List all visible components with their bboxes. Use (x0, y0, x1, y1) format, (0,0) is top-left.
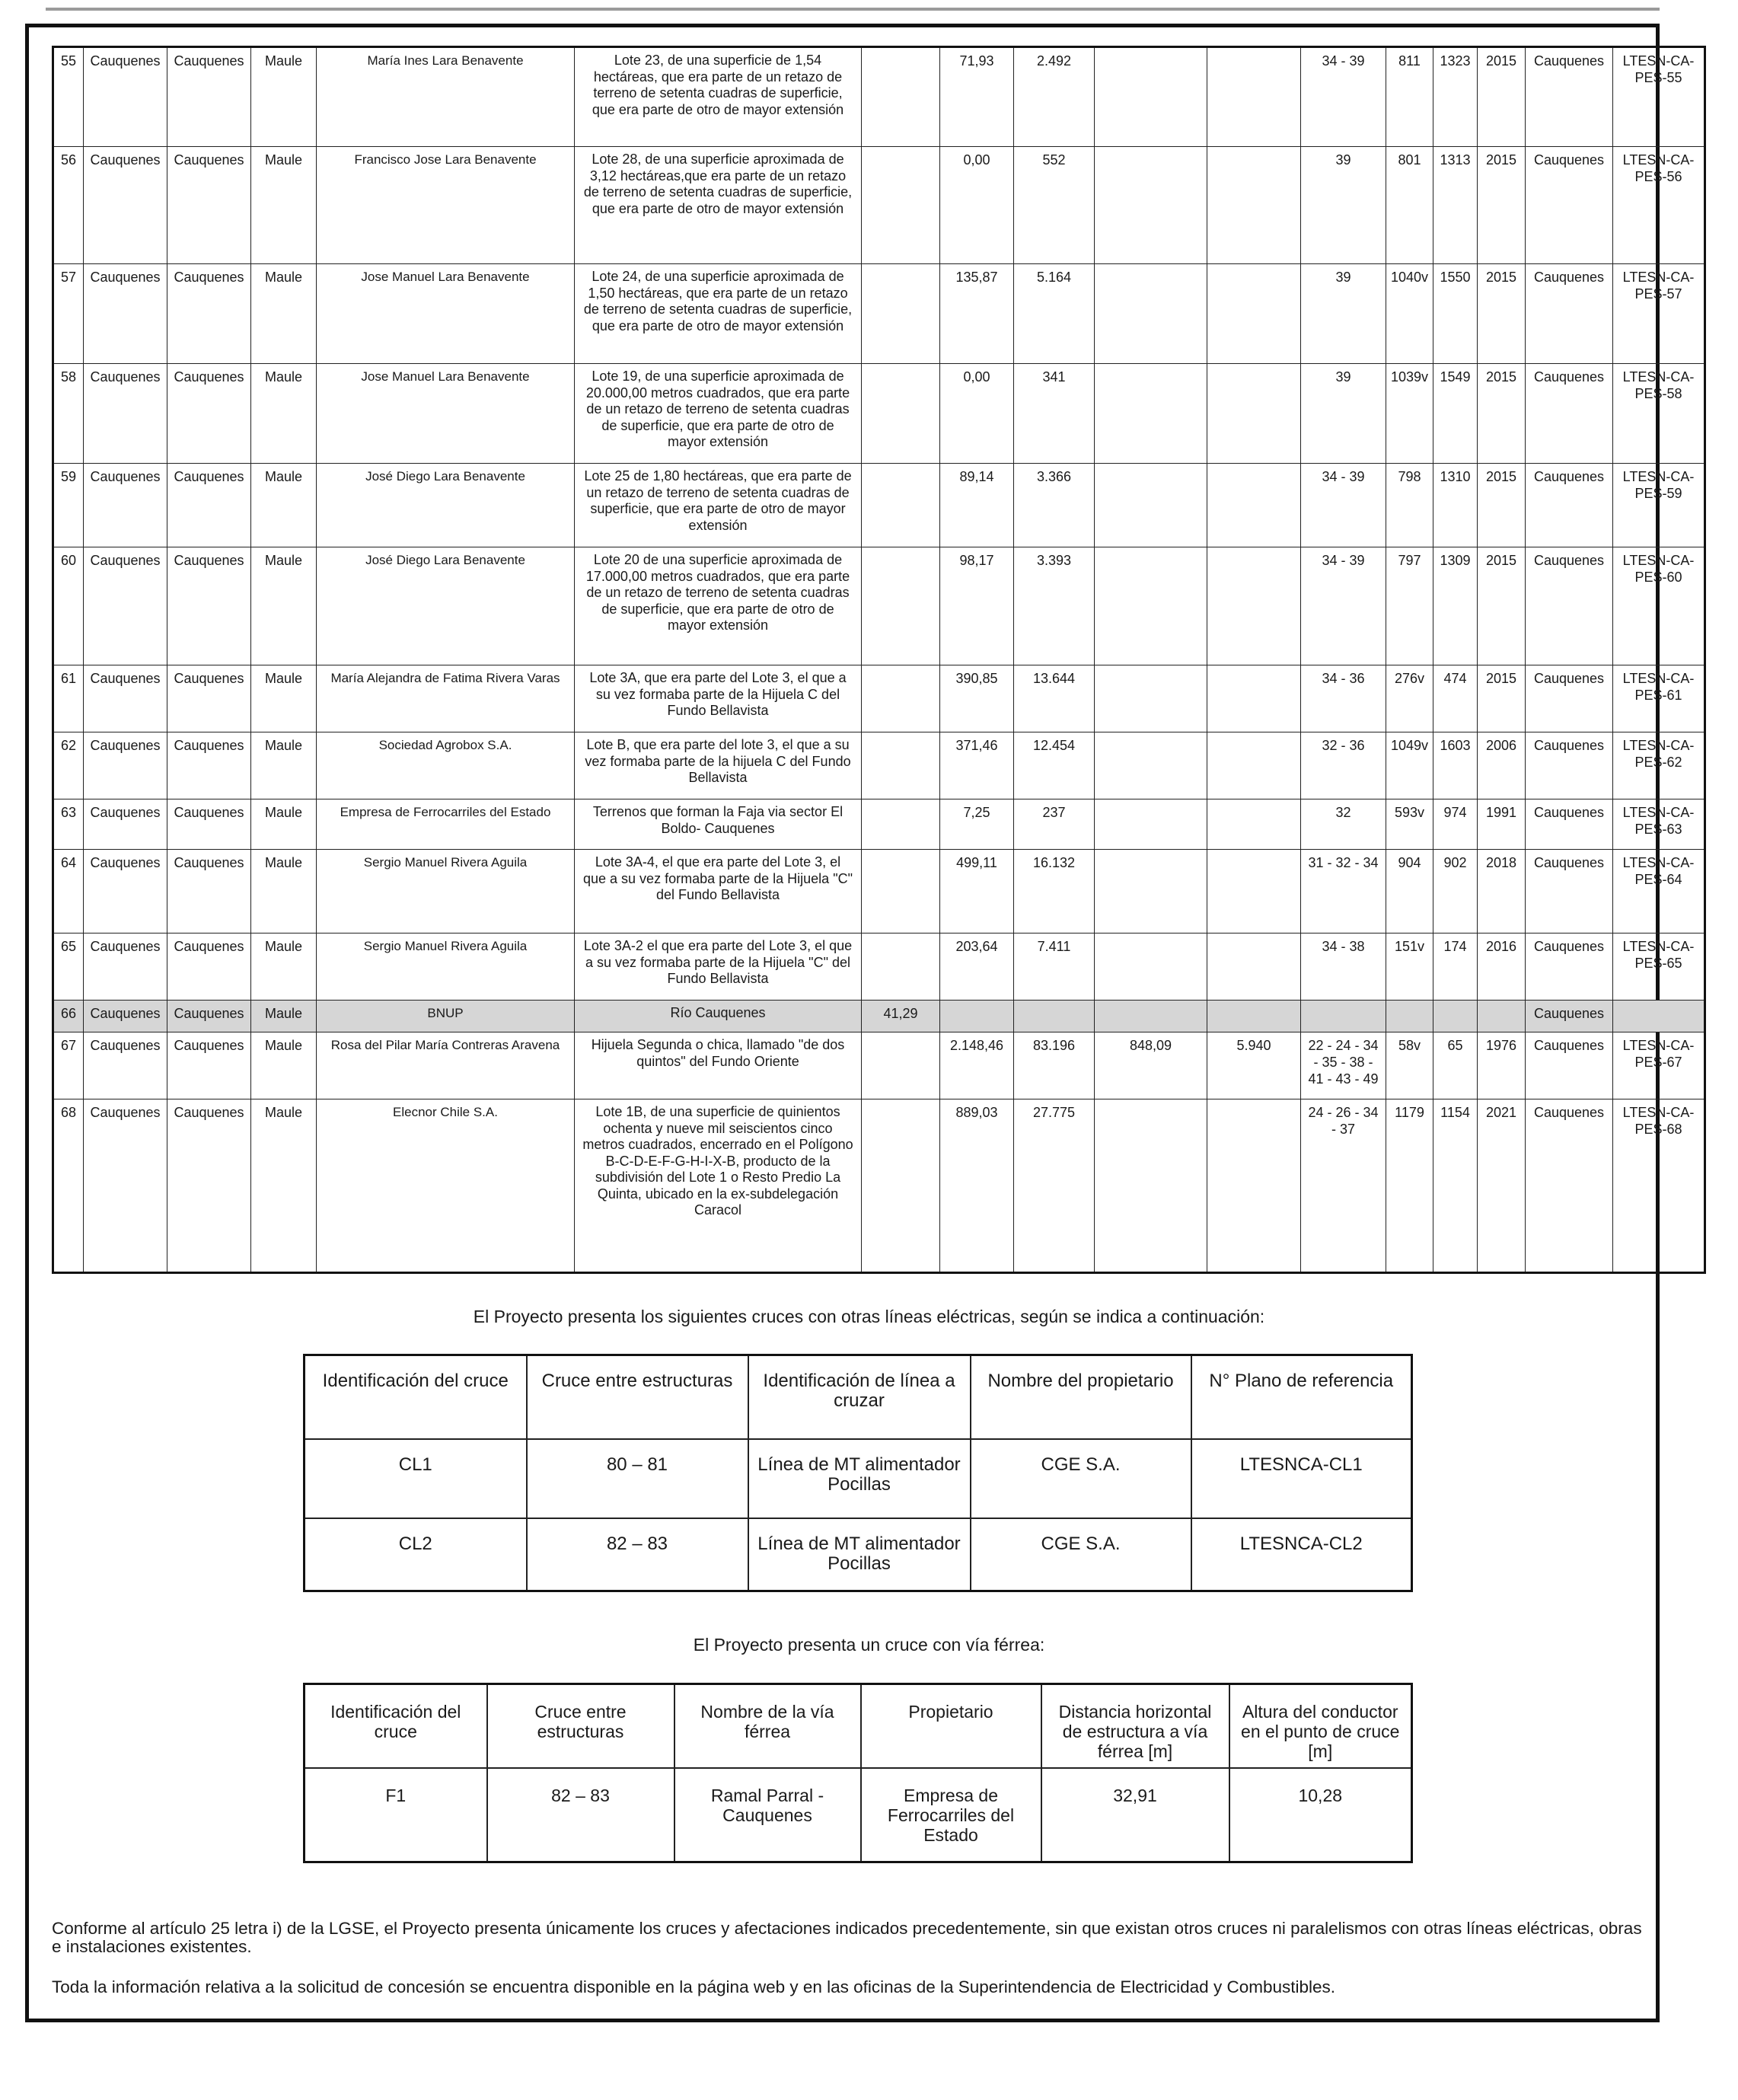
column-header: Cruce entre estructuras (487, 1684, 674, 1768)
length-cell: 371,46 (940, 732, 1014, 799)
plan-cell: LTESN-CA-PES-57 (1613, 264, 1705, 364)
comuna-cell: Cauquenes (84, 147, 167, 264)
table-row (53, 799, 1705, 850)
table-cell: LTESNCA-CL1 (1191, 1439, 1412, 1518)
year-cell: 2015 (1478, 364, 1526, 464)
row-number: 59 (53, 464, 84, 547)
crossings-caption: El Proyecto presenta los siguientes cruces con otras líneas eléctricas, según se indica a continuación: (473, 1307, 1265, 1326)
comuna-cell: Cauquenes (84, 464, 167, 547)
top-rule (46, 0, 1660, 11)
table-row (53, 464, 1705, 547)
fojas-cell: 811 (1386, 47, 1433, 147)
plan-cell: LTESN-CA-PES-68 (1613, 1099, 1705, 1273)
provincia-cell: Cauquenes (167, 464, 251, 547)
year-cell: 2021 (1478, 1099, 1526, 1273)
fojas-cell: 1040v (1386, 264, 1433, 364)
owner-cell: José Diego Lara Benavente (317, 464, 575, 547)
length-cell: 390,85 (940, 665, 1014, 732)
area-cell: 237 (1014, 799, 1095, 850)
table-row (53, 47, 1705, 147)
length-2-cell (1095, 934, 1207, 1001)
area-2-cell: 5.940 (1207, 1032, 1301, 1099)
river-length-cell (862, 732, 940, 799)
fojas-cell: 801 (1386, 147, 1433, 264)
row-number: 55 (53, 47, 84, 147)
area-cell: 341 (1014, 364, 1095, 464)
table-row (305, 1439, 1412, 1518)
description-cell: Lote 28, de una superficie aproximada de 3,12 hectáreas,que era parte de un retazo de terreno de setenta cuadras de superficie, que era parte de otro de mayor extensión (575, 147, 862, 264)
number-cell: 1154 (1433, 1099, 1478, 1273)
length-2-cell (1095, 1099, 1207, 1273)
area-cell: 552 (1014, 147, 1095, 264)
year-cell: 2015 (1478, 547, 1526, 665)
region-cell: Maule (251, 464, 317, 547)
column-header: Cruce entre estructuras (527, 1355, 748, 1439)
provincia-cell: Cauquenes (167, 799, 251, 850)
area-cell: 3.393 (1014, 547, 1095, 665)
registry-cell: Cauquenes (1526, 1099, 1613, 1273)
area-cell: 3.366 (1014, 464, 1095, 547)
fojas-cell: 1049v (1386, 732, 1433, 799)
provincia-cell: Cauquenes (167, 47, 251, 147)
fojas-cell: 904 (1386, 850, 1433, 934)
year-cell: 2015 (1478, 47, 1526, 147)
year-cell: 2016 (1478, 934, 1526, 1001)
length-2-cell (1095, 464, 1207, 547)
region-cell: Maule (251, 47, 317, 147)
row-number: 61 (53, 665, 84, 732)
table-cell: Ramal Parral - Cauquenes (674, 1768, 861, 1862)
owner-cell: Sergio Manuel Rivera Aguila (317, 850, 575, 934)
plan-cell: LTESN-CA-PES-55 (1613, 47, 1705, 147)
column-header: Propietario (861, 1684, 1041, 1768)
comuna-cell: Cauquenes (84, 364, 167, 464)
comuna-cell: Cauquenes (84, 934, 167, 1001)
length-2-cell (1095, 732, 1207, 799)
owner-cell: Empresa de Ferrocarriles del Estado (317, 799, 575, 850)
comuna-cell: Cauquenes (84, 732, 167, 799)
vertices-cell: 31 - 32 - 34 (1301, 850, 1386, 934)
table-row (53, 147, 1705, 264)
row-number: 63 (53, 799, 84, 850)
plan-cell: LTESN-CA-PES-59 (1613, 464, 1705, 547)
column-header: N° Plano de referencia (1191, 1355, 1412, 1439)
provincia-cell: Cauquenes (167, 732, 251, 799)
length-2-cell (1095, 850, 1207, 934)
comuna-cell: Cauquenes (84, 1001, 167, 1032)
table-row (305, 1518, 1412, 1591)
table-row (53, 665, 1705, 732)
region-cell: Maule (251, 1032, 317, 1099)
row-number: 68 (53, 1099, 84, 1273)
area-cell: 27.775 (1014, 1099, 1095, 1273)
column-header: Identificación del cruce (305, 1355, 527, 1439)
river-length-cell (862, 264, 940, 364)
column-header: Nombre de la vía férrea (674, 1684, 861, 1768)
length-cell: 135,87 (940, 264, 1014, 364)
owner-cell: María Alejandra de Fatima Rivera Varas (317, 665, 575, 732)
table-cell: F1 (305, 1768, 487, 1862)
area-2-cell (1207, 364, 1301, 464)
provincia-cell: Cauquenes (167, 665, 251, 732)
vertices-cell: 32 (1301, 799, 1386, 850)
area-2-cell (1207, 1001, 1301, 1032)
length-2-cell (1095, 47, 1207, 147)
area-2-cell (1207, 732, 1301, 799)
year-cell: 2015 (1478, 665, 1526, 732)
plan-cell: LTESN-CA-PES-60 (1613, 547, 1705, 665)
river-length-cell (862, 547, 940, 665)
comuna-cell: Cauquenes (84, 1099, 167, 1273)
plan-cell: LTESN-CA-PES-63 (1613, 799, 1705, 850)
vertices-cell: 32 - 36 (1301, 732, 1386, 799)
footer-paragraph-1: Conforme al artículo 25 letra i) de la LGSE, el Proyecto presenta únicamente los cruces y afectaciones indicados precedentemente, sin que existan otros cruces ni paralelismos con otras líneas eléctricas, obras e instalaciones existentes. (52, 1919, 1642, 1956)
river-length-cell (862, 1099, 940, 1273)
table-cell: Empresa de Ferrocarriles del Estado (861, 1768, 1041, 1862)
provincia-cell: Cauquenes (167, 264, 251, 364)
provincia-cell: Cauquenes (167, 850, 251, 934)
registry-cell: Cauquenes (1526, 799, 1613, 850)
region-cell: Maule (251, 1001, 317, 1032)
owner-cell: Rosa del Pilar María Contreras Aravena (317, 1032, 575, 1099)
region-cell: Maule (251, 665, 317, 732)
vertices-cell: 34 - 39 (1301, 464, 1386, 547)
number-cell: 65 (1433, 1032, 1478, 1099)
table-cell: LTESNCA-CL2 (1191, 1518, 1412, 1591)
row-number: 67 (53, 1032, 84, 1099)
river-length-cell (862, 799, 940, 850)
vertices-cell: 34 - 39 (1301, 47, 1386, 147)
table-cell: CL1 (305, 1439, 527, 1518)
description-cell: Lote 3A-4, el que era parte del Lote 3, el que a su vez formaba parte de la Hijuela "C" del Fundo Bellavista (575, 850, 862, 934)
plan-cell: LTESN-CA-PES-56 (1613, 147, 1705, 264)
power-line-crossings-table (303, 1354, 1413, 1592)
vertices-cell: 39 (1301, 264, 1386, 364)
registry-cell: Cauquenes (1526, 147, 1613, 264)
table-cell: Línea de MT alimentador Pocillas (748, 1518, 971, 1591)
number-cell (1433, 1001, 1478, 1032)
length-cell: 2.148,46 (940, 1032, 1014, 1099)
length-2-cell (1095, 364, 1207, 464)
table-cell: Línea de MT alimentador Pocillas (748, 1439, 971, 1518)
registry-cell: Cauquenes (1526, 264, 1613, 364)
table-cell: 82 – 83 (487, 1768, 674, 1862)
table-row (53, 264, 1705, 364)
area-2-cell (1207, 464, 1301, 547)
length-2-cell (1095, 799, 1207, 850)
river-length-cell: 41,29 (862, 1001, 940, 1032)
year-cell: 2015 (1478, 264, 1526, 364)
owner-cell: Jose Manuel Lara Benavente (317, 264, 575, 364)
year-cell: 2018 (1478, 850, 1526, 934)
table-row (53, 1001, 1705, 1032)
length-2-cell: 848,09 (1095, 1032, 1207, 1099)
region-cell: Maule (251, 732, 317, 799)
length-2-cell (1095, 147, 1207, 264)
row-number: 60 (53, 547, 84, 665)
table-cell: CL2 (305, 1518, 527, 1591)
description-cell: Lote 25 de 1,80 hectáreas, que era parte de un retazo de terreno de setenta cuadras de superficie, que era parte de otro de mayor extensión (575, 464, 862, 547)
description-cell: Lote 23, de una superficie de 1,54 hectáreas, que era parte de un retazo de terreno de setenta cuadras de superficie, que era parte de otro de mayor extensión (575, 47, 862, 147)
vertices-cell: 39 (1301, 147, 1386, 264)
provincia-cell: Cauquenes (167, 1099, 251, 1273)
river-length-cell (862, 147, 940, 264)
plan-cell: LTESN-CA-PES-65 (1613, 934, 1705, 1001)
plan-cell: LTESN-CA-PES-64 (1613, 850, 1705, 934)
region-cell: Maule (251, 147, 317, 264)
length-cell: 0,00 (940, 364, 1014, 464)
river-length-cell (862, 1032, 940, 1099)
registry-cell: Cauquenes (1526, 464, 1613, 547)
comuna-cell: Cauquenes (84, 799, 167, 850)
number-cell: 174 (1433, 934, 1478, 1001)
column-header: Identificación de línea a cruzar (748, 1355, 971, 1439)
area-2-cell (1207, 934, 1301, 1001)
owner-cell: Francisco Jose Lara Benavente (317, 147, 575, 264)
length-cell: 98,17 (940, 547, 1014, 665)
area-2-cell (1207, 850, 1301, 934)
year-cell: 2015 (1478, 464, 1526, 547)
plan-cell (1613, 1001, 1705, 1032)
length-2-cell (1095, 264, 1207, 364)
description-cell: Lote 20 de una superficie aproximada de 17.000,00 metros cuadrados, que era parte de un retazo de terreno de setenta cuadras de superficie, que era parte de otro de mayor extensión (575, 547, 862, 665)
fojas-cell: 276v (1386, 665, 1433, 732)
property-table (52, 46, 1706, 1274)
length-cell: 7,25 (940, 799, 1014, 850)
row-number: 56 (53, 147, 84, 264)
table-row (53, 850, 1705, 934)
table-row (53, 1032, 1705, 1099)
table-row (305, 1768, 1412, 1862)
row-number: 64 (53, 850, 84, 934)
owner-cell: Elecnor Chile S.A. (317, 1099, 575, 1273)
description-cell: Hijuela Segunda o chica, llamado "de dos quintos" del Fundo Oriente (575, 1032, 862, 1099)
area-cell: 2.492 (1014, 47, 1095, 147)
description-cell: Lote 3A-2 el que era parte del Lote 3, el que a su vez formaba parte de la Hijuela "C" del Fundo Bellavista (575, 934, 862, 1001)
plan-cell: LTESN-CA-PES-62 (1613, 732, 1705, 799)
number-cell: 1310 (1433, 464, 1478, 547)
owner-cell: BNUP (317, 1001, 575, 1032)
registry-cell: Cauquenes (1526, 732, 1613, 799)
river-length-cell (862, 665, 940, 732)
fojas-cell: 798 (1386, 464, 1433, 547)
fojas-cell: 1179 (1386, 1099, 1433, 1273)
footer-paragraph-2: Toda la información relativa a la solicitud de concesión se encuentra disponible en la página web y en las oficinas de la Superintendencia de Electricidad y Combustibles. (52, 1977, 1336, 1996)
area-cell (1014, 1001, 1095, 1032)
area-cell: 13.644 (1014, 665, 1095, 732)
owner-cell: Sergio Manuel Rivera Aguila (317, 934, 575, 1001)
length-2-cell (1095, 547, 1207, 665)
column-header: Nombre del propietario (971, 1355, 1191, 1439)
comuna-cell: Cauquenes (84, 264, 167, 364)
vertices-cell: 24 - 26 - 34 - 37 (1301, 1099, 1386, 1273)
table-cell: 10,28 (1229, 1768, 1412, 1862)
year-cell (1478, 1001, 1526, 1032)
description-cell: Lote 24, de una superficie aproximada de 1,50 hectáreas, que era parte de un retazo de terreno de setenta cuadras de superficie, que era parte de otro de mayor extensión (575, 264, 862, 364)
length-cell: 499,11 (940, 850, 1014, 934)
area-2-cell (1207, 147, 1301, 264)
table-row (53, 934, 1705, 1001)
provincia-cell: Cauquenes (167, 1001, 251, 1032)
plan-cell: LTESN-CA-PES-61 (1613, 665, 1705, 732)
registry-cell: Cauquenes (1526, 850, 1613, 934)
number-cell: 1603 (1433, 732, 1478, 799)
length-cell: 0,00 (940, 147, 1014, 264)
railway-caption: El Proyecto presenta un cruce con vía férrea: (693, 1635, 1045, 1655)
number-cell: 1549 (1433, 364, 1478, 464)
row-number: 62 (53, 732, 84, 799)
river-length-cell (862, 464, 940, 547)
plan-cell: LTESN-CA-PES-67 (1613, 1032, 1705, 1099)
row-number: 66 (53, 1001, 84, 1032)
fojas-cell: 1039v (1386, 364, 1433, 464)
table-cell: 82 – 83 (527, 1518, 748, 1591)
region-cell: Maule (251, 934, 317, 1001)
area-2-cell (1207, 1099, 1301, 1273)
number-cell: 1323 (1433, 47, 1478, 147)
year-cell: 1976 (1478, 1032, 1526, 1099)
year-cell: 1991 (1478, 799, 1526, 850)
region-cell: Maule (251, 547, 317, 665)
river-length-cell (862, 850, 940, 934)
provincia-cell: Cauquenes (167, 364, 251, 464)
owner-cell: Sociedad Agrobox S.A. (317, 732, 575, 799)
fojas-cell: 593v (1386, 799, 1433, 850)
area-2-cell (1207, 665, 1301, 732)
length-2-cell (1095, 665, 1207, 732)
provincia-cell: Cauquenes (167, 1032, 251, 1099)
number-cell: 1313 (1433, 147, 1478, 264)
owner-cell: Jose Manuel Lara Benavente (317, 364, 575, 464)
table-cell: 32,91 (1041, 1768, 1229, 1862)
comuna-cell: Cauquenes (84, 665, 167, 732)
vertices-cell: 34 - 36 (1301, 665, 1386, 732)
vertices-cell: 39 (1301, 364, 1386, 464)
table-row (53, 547, 1705, 665)
number-cell: 474 (1433, 665, 1478, 732)
vertices-cell (1301, 1001, 1386, 1032)
fojas-cell: 151v (1386, 934, 1433, 1001)
description-cell: Terrenos que forman la Faja via sector El Boldo- Cauquenes (575, 799, 862, 850)
vertices-cell: 34 - 38 (1301, 934, 1386, 1001)
year-cell: 2006 (1478, 732, 1526, 799)
vertices-cell: 22 - 24 - 34 - 35 - 38 - 41 - 43 - 49 (1301, 1032, 1386, 1099)
registry-cell: Cauquenes (1526, 47, 1613, 147)
comuna-cell: Cauquenes (84, 850, 167, 934)
description-cell: Río Cauquenes (575, 1001, 862, 1032)
region-cell: Maule (251, 1099, 317, 1273)
registry-cell: Cauquenes (1526, 547, 1613, 665)
area-2-cell (1207, 47, 1301, 147)
river-length-cell (862, 47, 940, 147)
area-cell: 16.132 (1014, 850, 1095, 934)
row-number: 57 (53, 264, 84, 364)
area-cell: 12.454 (1014, 732, 1095, 799)
registry-cell: Cauquenes (1526, 665, 1613, 732)
provincia-cell: Cauquenes (167, 934, 251, 1001)
provincia-cell: Cauquenes (167, 547, 251, 665)
provincia-cell: Cauquenes (167, 147, 251, 264)
table-cell: 80 – 81 (527, 1439, 748, 1518)
table-row (53, 732, 1705, 799)
fojas-cell: 58v (1386, 1032, 1433, 1099)
registry-cell: Cauquenes (1526, 364, 1613, 464)
length-cell (940, 1001, 1014, 1032)
comuna-cell: Cauquenes (84, 547, 167, 665)
row-number: 58 (53, 364, 84, 464)
comuna-cell: Cauquenes (84, 1032, 167, 1099)
description-cell: Lote 19, de una superficie aproximada de 20.000,00 metros cuadrados, que era parte de un retazo de terreno de setenta cuadras de superficie, que era parte de otro de mayor extensión (575, 364, 862, 464)
table-cell: CGE S.A. (971, 1518, 1191, 1591)
column-header: Distancia horizontal de estructura a vía férrea [m] (1041, 1684, 1229, 1768)
number-cell: 974 (1433, 799, 1478, 850)
description-cell: Lote B, que era parte del lote 3, el que a su vez formaba parte de la hijuela C del Fundo Bellavista (575, 732, 862, 799)
region-cell: Maule (251, 799, 317, 850)
row-number: 65 (53, 934, 84, 1001)
column-header: Identificación del cruce (305, 1684, 487, 1768)
fojas-cell (1386, 1001, 1433, 1032)
region-cell: Maule (251, 264, 317, 364)
river-length-cell (862, 934, 940, 1001)
owner-cell: María Ines Lara Benavente (317, 47, 575, 147)
length-cell: 203,64 (940, 934, 1014, 1001)
registry-cell: Cauquenes (1526, 1001, 1613, 1032)
table-row (53, 364, 1705, 464)
comuna-cell: Cauquenes (84, 47, 167, 147)
table-cell: CGE S.A. (971, 1439, 1191, 1518)
description-cell: Lote 1B, de una superficie de quinientos ochenta y nueve mil seiscientos cinco metros cuadrados, encerrado en el Polígono B-C-D-E-F-G-H-I-X-B, producto de la subdivisión del Lote 1 o Resto Predio La Quinta, ubicado en la ex-subdelegación Caracol (575, 1099, 862, 1273)
number-cell: 902 (1433, 850, 1478, 934)
number-cell: 1309 (1433, 547, 1478, 665)
region-cell: Maule (251, 850, 317, 934)
column-header: Altura del conductor en el punto de cruce [m] (1229, 1684, 1412, 1768)
year-cell: 2015 (1478, 147, 1526, 264)
vertices-cell: 34 - 39 (1301, 547, 1386, 665)
length-cell: 89,14 (940, 464, 1014, 547)
river-length-cell (862, 364, 940, 464)
area-cell: 7.411 (1014, 934, 1095, 1001)
length-cell: 889,03 (940, 1099, 1014, 1273)
area-2-cell (1207, 547, 1301, 665)
owner-cell: José Diego Lara Benavente (317, 547, 575, 665)
plan-cell: LTESN-CA-PES-58 (1613, 364, 1705, 464)
number-cell: 1550 (1433, 264, 1478, 364)
area-cell: 83.196 (1014, 1032, 1095, 1099)
registry-cell: Cauquenes (1526, 934, 1613, 1001)
length-cell: 71,93 (940, 47, 1014, 147)
registry-cell: Cauquenes (1526, 1032, 1613, 1099)
region-cell: Maule (251, 364, 317, 464)
railway-crossing-table (303, 1683, 1413, 1863)
area-2-cell (1207, 799, 1301, 850)
description-cell: Lote 3A, que era parte del Lote 3, el que a su vez formaba parte de la Hijuela C del Fundo Bellavista (575, 665, 862, 732)
area-2-cell (1207, 264, 1301, 364)
fojas-cell: 797 (1386, 547, 1433, 665)
table-row (53, 1099, 1705, 1273)
area-cell: 5.164 (1014, 264, 1095, 364)
length-2-cell (1095, 1001, 1207, 1032)
